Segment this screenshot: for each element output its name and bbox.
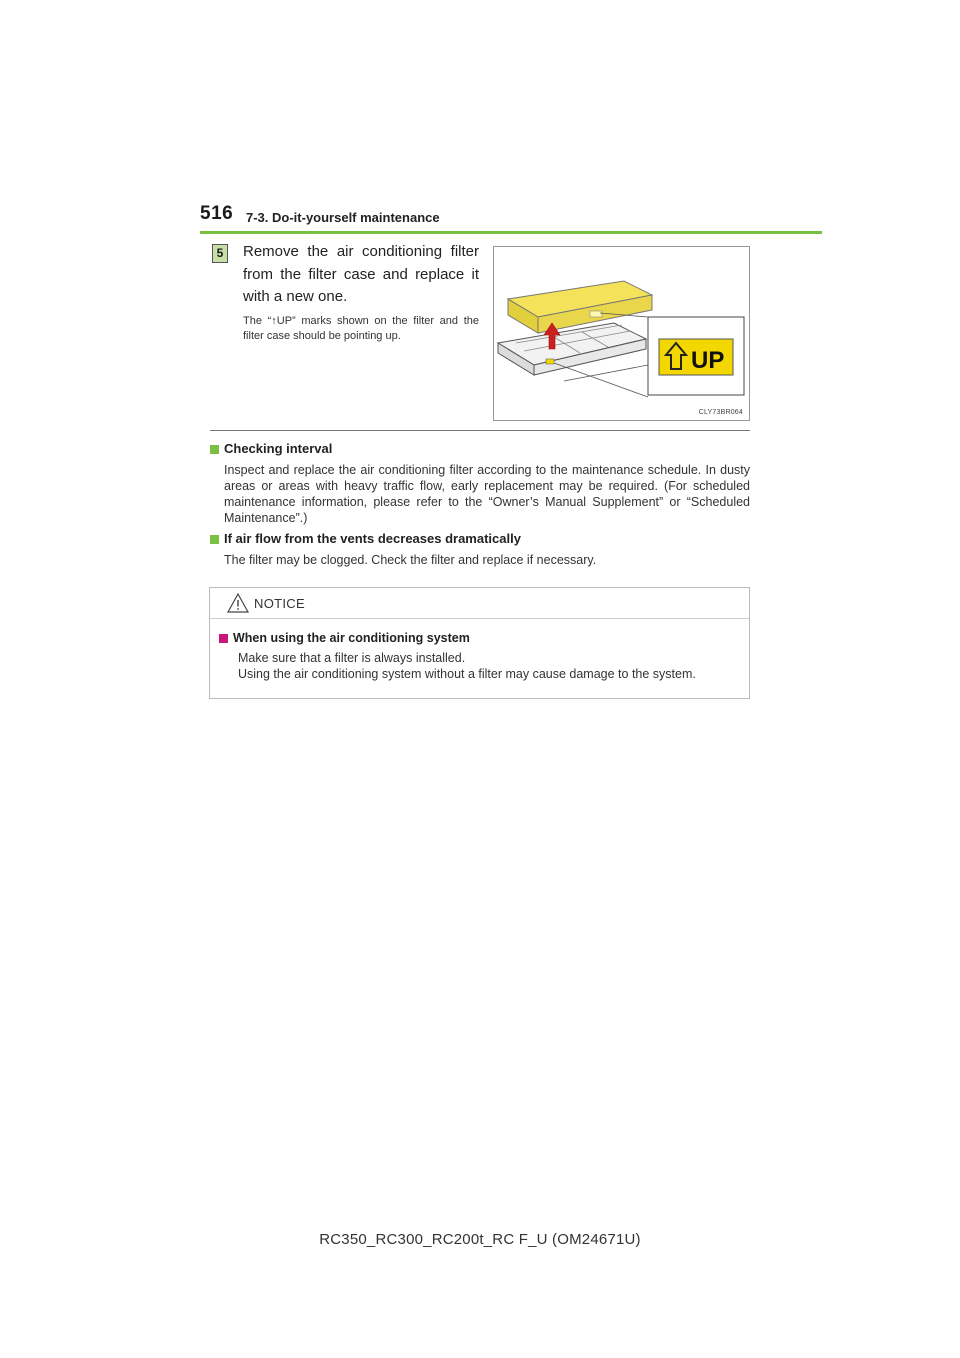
notice-heading-text: When using the air conditioning system xyxy=(233,631,470,645)
step-instruction: Remove the air conditioning filter from the filter case and replace it with a new one. xyxy=(243,243,479,305)
figure-code: CLY73BR064 xyxy=(698,409,743,416)
info-checking-interval xyxy=(210,441,750,526)
info-heading xyxy=(210,441,750,457)
info-air-flow xyxy=(210,531,750,568)
notice-line: Make sure that a filter is always installed. xyxy=(238,651,466,665)
info-heading-text: Checking interval xyxy=(224,441,333,456)
step-note: The “↑UP” marks shown on the filter and the filter case should be pointing up. xyxy=(243,315,479,342)
info-heading xyxy=(210,531,750,547)
filter-illustration xyxy=(493,246,750,421)
warning-triangle-icon xyxy=(227,593,249,613)
square-bullet-icon xyxy=(210,535,219,544)
air-filter xyxy=(508,281,652,333)
header-rule xyxy=(200,231,822,234)
info-body: Inspect and replace the air conditioning filter according to the maintenance schedule. In dusty areas or areas with heavy traffic flow, early replacement may be required. (For scheduled maintenance information, please refer to the “Owner’s Manual Supplement” or “Scheduled Maintenance”.) xyxy=(224,463,750,525)
filter-replacement-illustration xyxy=(494,247,749,420)
notice-box xyxy=(209,587,750,699)
notice-title: NOTICE xyxy=(254,596,305,611)
info-body: The filter may be clogged. Check the filter and replace if necessary. xyxy=(224,553,597,567)
step-number-badge: 5 xyxy=(212,244,228,263)
section-title: 7-3. Do-it-yourself maintenance xyxy=(246,210,440,225)
page-number: 516 xyxy=(200,203,234,224)
notice-line: Using the air conditioning system without a filter may cause damage to the system. xyxy=(238,667,696,681)
info-heading-text: If air flow from the vents decreases dramatically xyxy=(224,531,521,546)
square-bullet-icon xyxy=(210,445,219,454)
notice-heading xyxy=(219,631,739,645)
notice-header xyxy=(210,588,749,619)
section-divider xyxy=(210,430,750,431)
page-footer: RC350_RC300_RC200t_RC F_U (OM24671U) xyxy=(319,1231,641,1248)
square-bullet-icon xyxy=(219,634,228,643)
up-label-text: UP xyxy=(691,347,725,374)
filter-case xyxy=(498,323,646,375)
notice-content xyxy=(219,631,739,682)
